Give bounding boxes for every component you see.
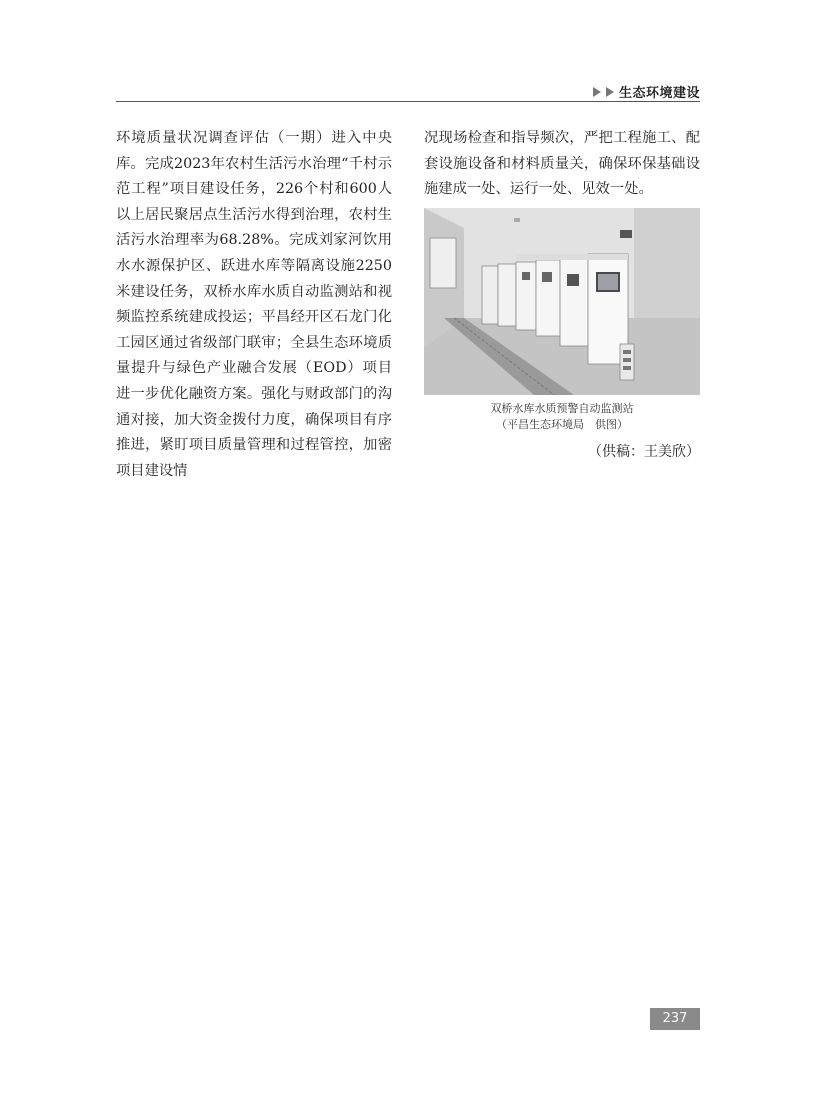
- triangle-arrow-icon: [606, 87, 614, 97]
- running-header: [593, 82, 700, 101]
- body-paragraph: 况现场检查和指导频次，严把工程施工、配套设施设备和材料质量关，确保环保基础设施建成一处、运行一处、见效一处。: [424, 130, 700, 198]
- right-text-column: [424, 126, 700, 203]
- photo-caption: [424, 401, 700, 433]
- caption-source: （平昌生态环境局 供图）: [496, 418, 628, 431]
- article-credit: （供稿：王美欣）: [588, 444, 700, 460]
- left-text-column: [116, 126, 392, 484]
- header-rule: [116, 101, 700, 102]
- caption-title: 双桥水库水质预警自动监测站: [490, 402, 634, 415]
- section-title: 生态环境建设: [618, 86, 700, 101]
- monitoring-station-photo: [424, 208, 700, 395]
- body-paragraph: 环境质量状况调查评估（一期）进入中央库。完成2023年农村生活污水治理“千村示范工程”项目建设任务，226个村和600人以上居民聚居点生活污水得到治理，农村生活污水治理率为68.28%。完成刘家河饮用水水源保护区、跃进水库等隔离设施2250米建设任务，双桥水库水质自动监测站和视频监控系统建成投运；平昌经开区石龙门化工园区通过省级部门联审；全县生态环境质量提升与绿色产业融合发展（EOD）项目进一步优化融资方案。强化与财政部门的沟通对接，加大资金拨付力度，确保项目有序推进，紧盯项目质量管理和过程管控，加密项目建设情: [116, 130, 392, 479]
- triangle-arrow-icon: [593, 87, 601, 97]
- page-number: 237: [650, 1008, 700, 1030]
